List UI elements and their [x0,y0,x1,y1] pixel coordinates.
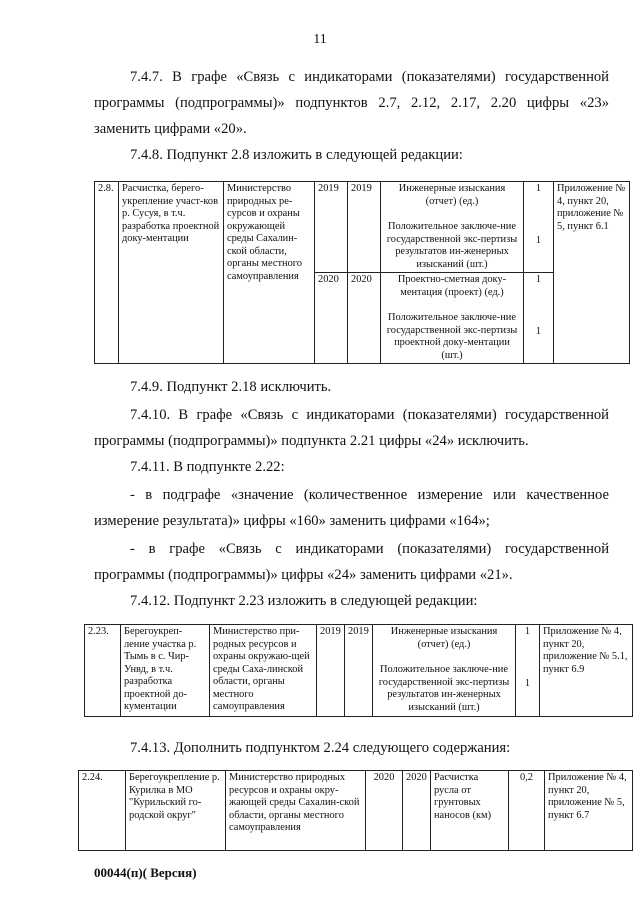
table-item-2-24 [78,770,633,851]
cell-value [524,182,554,273]
value-text: 1 [524,626,531,637]
cell-year-end: 2019 [345,625,373,717]
cell-link-indicators: Приложение № 4, пункт 20, приложение № 5, пункт 6.7 [545,771,633,851]
cell-link-indicators: Приложение № 4, пункт 20, приложение № 5, пункт 6.1 [554,182,630,364]
cell-measure-name: Берегоукрепление р. Курилка в МО "Курильский го-родской округ" [126,771,226,851]
indicator-text: Положительное заключе-ние государственной экс-пертизы проектной доку-ментации (шт.) [386,312,518,361]
cell-indicator [381,182,524,273]
paragraph-7-4-10: 7.4.10. В графе «Связь с индикаторами (показателями) государственной программы (подпрограммы)» подпункта 2.21 цифры «24» исключить. [94,407,609,449]
paragraph-7-4-13: 7.4.13. Дополнить подпунктом 2.24 следующего содержания: [130,740,511,756]
indicator-text: Инженерные изыскания (отчет) (ед.) [390,626,498,650]
cell-number: 2.8. [95,182,119,364]
cell-value: 0,2 [509,771,545,851]
cell-year-end: 2020 [403,771,431,851]
paragraph-item-24: - в графе «Связь с индикаторами (показателями) государственной программы (подпрограммы)» цифры «24» заменить цифрами «21». [94,541,609,583]
cell-year-end: 2019 [348,182,381,273]
cell-year-start: 2019 [315,182,348,273]
paragraph-7-4-7: 7.4.7. В графе «Связь с индикаторами (показателями) государственной программы (подпрограммы)» подпунктов 2.7, 2.12, 2.17, 2.20 цифры «23» заменить цифрами «20». [94,69,609,137]
cell-value [516,625,540,717]
value-text: 1 [535,183,542,194]
cell-measure-name: Расчистка, берего-укрепление участ-ков р. Сусуя, в т.ч. разработка проектной доку-ментации [119,182,224,364]
paragraph-7-4-9: 7.4.9. Подпункт 2.18 исключить. [130,379,332,395]
document-footer-code: 00044(п)( Версия) [94,865,197,880]
indicator-text: Проектно-сметная доку-ментация (проект) (ед.) [397,274,507,298]
value-text: 1 [535,234,542,246]
cell-year-end: 2020 [348,273,381,364]
cell-year-start: 2020 [315,273,348,364]
cell-measure-name: Берегоукреп-ление участка р. Тымь в с. Чир-Унвд, в т.ч. разработка проектной до-кументации [121,625,210,717]
indicator-text: Положительное заключе-ние государственной экс-пертизы результатов ин-женерных изысканий (шт.) [378,664,510,713]
cell-executor: Министерство при-родных ресурсов и охраны окружаю-щей среды Саха-линской области, органы местного самоуправления [210,625,317,717]
cell-executor: Министерство природных ре-сурсов и охраны окружающей среды Сахалин-ской области, органы местного самоуправления [224,182,315,364]
paragraph-7-4-8: 7.4.8. Подпункт 2.8 изложить в следующей редакции: [130,147,463,163]
indicator-text: Положительное заключе-ние государственной экс-пертизы результатов ин-женерных изысканий (шт.) [386,221,518,270]
value-text: 1 [524,677,531,689]
cell-year-start: 2020 [366,771,403,851]
cell-value [524,273,554,364]
table-item-2-23 [84,624,633,717]
cell-link-indicators: Приложение № 4, пункт 20, приложение № 5.1, пункт 6.9 [540,625,633,717]
paragraph-7-4-12: 7.4.12. Подпункт 2.23 изложить в следующей редакции: [130,593,478,609]
paragraph-item-160: - в подграфе «значение (количественное измерение или качественное измерение результата)» цифры «160» заменить цифрами «164»; [94,487,609,529]
value-text: 1 [535,325,542,337]
paragraph-7-4-11: 7.4.11. В подпункте 2.22: [130,459,285,475]
cell-executor: Министерство природных ресурсов и охраны окру-жающей среды Сахалин-ской области, органы местного самоуправления [226,771,366,851]
cell-indicator [373,625,516,717]
table-item-2-8 [94,181,630,364]
cell-indicator [381,273,524,364]
cell-number: 2.23. [85,625,121,717]
page-number: 11 [313,32,327,47]
value-text: 1 [535,274,542,285]
cell-year-start: 2019 [317,625,345,717]
cell-indicator: Расчистка русла от грунтовых наносов (км) [431,771,509,851]
indicator-text: Инженерные изыскания (отчет) (ед.) [398,183,506,207]
cell-number: 2.24. [79,771,126,851]
